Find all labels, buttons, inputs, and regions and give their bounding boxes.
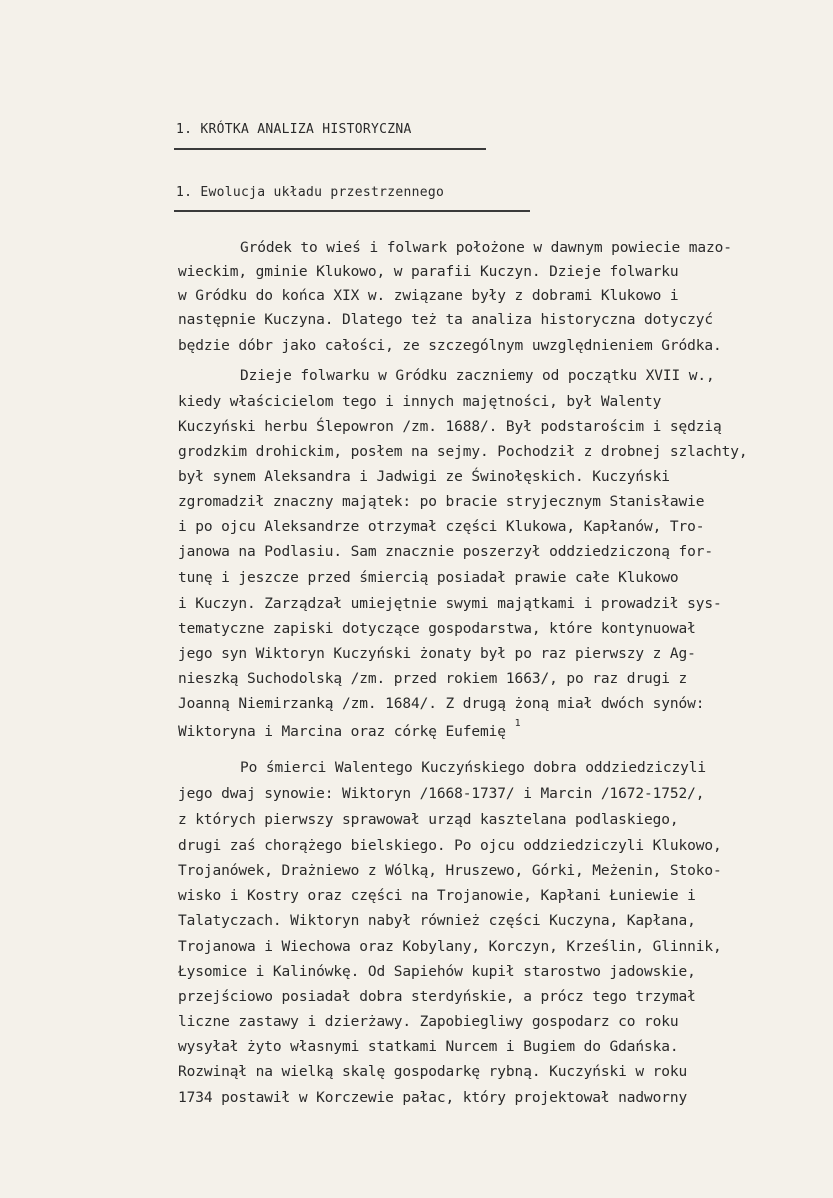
text-line: nieszką Suchodolską /zm. przed rokiem 1663/, po raz drugi z (178, 671, 688, 687)
text-line: Gródek to wieś i folwark położone w dawnym powiecie mazo- (240, 240, 732, 256)
text-line: Rozwinął na wielką skalę gospodarkę rybną. Kuczyński w roku (178, 1064, 688, 1080)
text-line: jego dwaj synowie: Wiktoryn /1668-1737/ i Marcin /1672-1752/, (178, 786, 705, 802)
text-line-with-footnote (178, 718, 521, 740)
text-line: Trojanówek, Drażniewo z Wólką, Hruszewo, Górki, Meżenin, Stoko- (178, 863, 722, 879)
text-line: liczne zastawy i dzierżawy. Zapobiegliwy gospodarz co roku (178, 1014, 679, 1030)
text-line: z których pierwszy sprawował urząd kasztelana podlaskiego, (178, 812, 679, 828)
text-line: przejściowo posiadał dobra sterdyńskie, a prócz tego trzymał (178, 989, 696, 1005)
text-line: wisko i Kostry oraz części na Trojanowie, Kapłani Łuniewie i (178, 888, 696, 904)
text-line: Dzieje folwarku w Gródku zaczniemy od początku XVII w., (240, 368, 715, 384)
text-line: Kuczyński herbu Ślepowron /zm. 1688/. Był podstarościm i sędzią (178, 419, 722, 435)
subsection-heading: 1. Ewolucja układu przestrzennego (176, 185, 445, 200)
section-heading: 1. KRÓTKA ANALIZA HISTORYCZNA (176, 122, 412, 137)
text-line: janowa na Podlasiu. Sam znacznie poszerzył oddziedziczoną for- (178, 544, 714, 560)
text-line: będzie dóbr jako całości, ze szczególnym uwzględnieniem Gródka. (178, 338, 722, 354)
text-line: kiedy właścicielom tego i innych majętności, był Walenty (178, 394, 662, 410)
text-line: Łysomice i Kalinówkę. Od Sapiehów kupił starostwo jadowskie, (178, 964, 696, 980)
text-line: był synem Aleksandra i Jadwigi ze Świnołęskich. Kuczyński (178, 469, 670, 485)
text-line: następnie Kuczyna. Dlatego też ta analiza historyczna dotyczyć (178, 312, 714, 328)
text-line: Po śmierci Walentego Kuczyńskiego dobra oddziedziczyli (240, 760, 707, 776)
text-line: i Kuczyn. Zarządzał umiejętnie swymi majątkami i prowadził sys- (178, 596, 722, 612)
text-line: tematyczne zapiski dotyczące gospodarstwa, które kontynuował (178, 621, 696, 637)
text-line: tunę i jeszcze przed śmiercią posiadał prawie całe Klukowo (178, 570, 679, 586)
text-line: Wiktoryna i Marcina oraz córkę Eufemię (178, 723, 506, 740)
text-line: wysyłał żyto własnymi statkami Nurcem i Bugiem do Gdańska. (178, 1039, 679, 1055)
subsection-heading-underline (174, 210, 530, 212)
text-line: w Gródku do końca XIX w. związane były z dobrami Klukowo i (178, 288, 679, 304)
text-line: zgromadził znaczny majątek: po bracie stryjecznym Stanisławie (178, 494, 705, 510)
section-heading-underline (174, 148, 486, 150)
text-line: 1734 postawił w Korczewie pałac, który projektował nadworny (178, 1090, 688, 1106)
footnote-reference: 1 (514, 718, 521, 729)
text-line: Talatyczach. Wiktoryn nabył również części Kuczyna, Kapłana, (178, 913, 696, 929)
text-line: wieckim, gminie Klukowo, w parafii Kuczyn. Dzieje folwarku (178, 264, 679, 280)
text-line: Joanną Niemirzanką /zm. 1684/. Z drugą żoną miał dwóch synów: (178, 696, 705, 712)
text-line: Trojanowa i Wiechowa oraz Kobylany, Korczyn, Krześlin, Glinnik, (178, 939, 722, 955)
text-line: jego syn Wiktoryn Kuczyński żonaty był po raz pierwszy z Ag- (178, 646, 696, 662)
text-line: drugi zaś chorążego bielskiego. Po ojcu oddziedziczyli Klukowo, (178, 838, 722, 854)
text-line: grodzkim drohickim, posłem na sejmy. Pochodził z drobnej szlachty, (178, 444, 748, 460)
text-line: i po ojcu Aleksandrze otrzymał części Klukowa, Kapłanów, Tro- (178, 519, 705, 535)
